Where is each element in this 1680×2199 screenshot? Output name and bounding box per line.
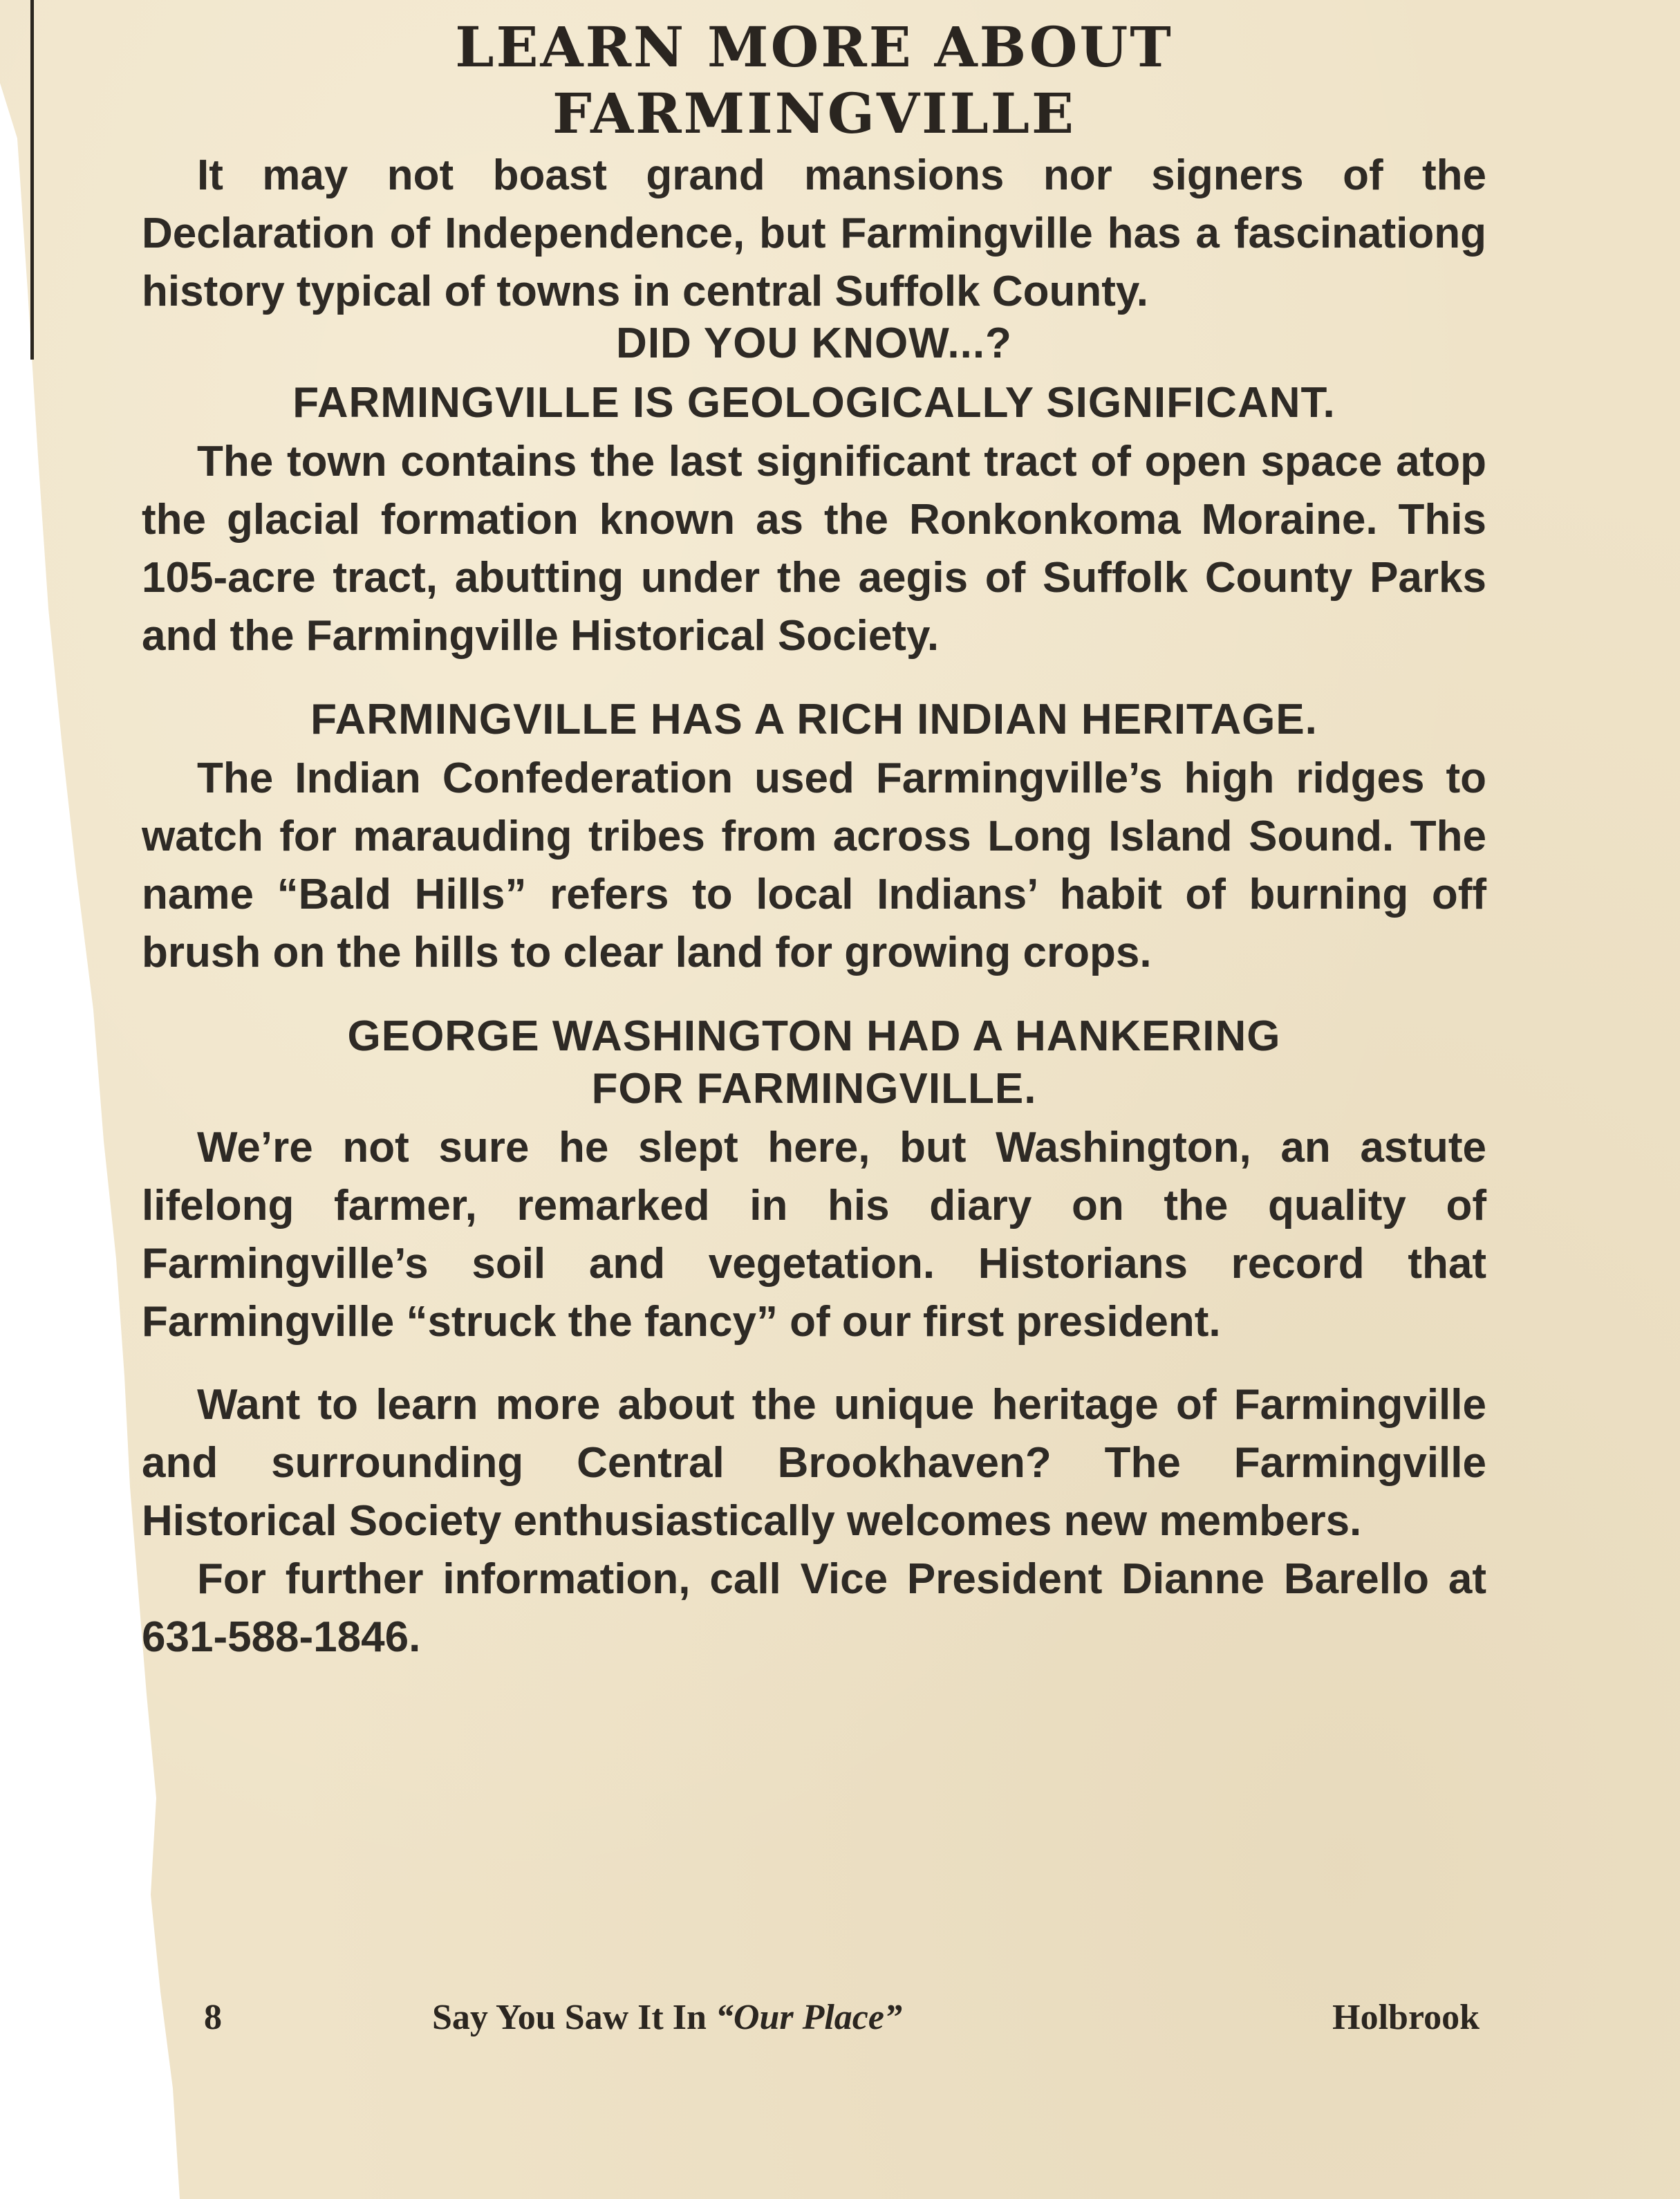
intro-paragraph: It may not boast grand mansions nor signers of the Declaration of Independence, but Farmingville has a fascinationg history typical of towns in central Suffolk County. [142, 151, 1486, 315]
footer-tagline [432, 1997, 902, 2038]
headline-line-1: LEARN MORE ABOUT [455, 15, 1173, 80]
article [142, 14, 1486, 1667]
contact-paragraph: For further information, call Vice President Dianne Barello at 631-588-1846. [142, 1555, 1486, 1661]
section-body-indian-heritage: The Indian Confederation used Farmingville’s high ridges to watch for marauding tribes from across Long Island Sound. The name “Bald Hills” refers to local Indians’ habit of burning off brush on the hills to clear land for growing crops. [142, 754, 1486, 976]
tagline-prefix: Say You Saw It In [432, 1998, 716, 2037]
section-body-geology: The town contains the last significant tract of open space atop the glacial formation known as the Ronkonkoma Moraine. This 105-acre tract, abutting under the aegis of Suffolk County Parks and the Farmingville Historical Society. [142, 438, 1486, 660]
column-rule [30, 0, 34, 360]
page-number: 8 [204, 1998, 222, 2037]
section-heading-washington-line-2: FOR FARMINGVILLE. [591, 1065, 1037, 1113]
page-footer [204, 1997, 1480, 2052]
section-heading-washington-line-1: GEORGE WASHINGTON HAD A HANKERING [347, 1012, 1281, 1060]
section-heading-geology: FARMINGVILLE IS GEOLOGICALLY SIGNIFICANT. [292, 379, 1336, 427]
closing-paragraph: Want to learn more about the unique heritage of Farmingville and surrounding Central Brookhaven? The Farmingville Historical Society enthusiastically welcomes new members. [142, 1381, 1486, 1545]
section-heading-indian-heritage: FARMINGVILLE HAS A RICH INDIAN HERITAGE. [310, 696, 1318, 743]
section-body-washington: We’re not sure he slept here, but Washington, an astute lifelong farmer, remarked in his diary on the quality of Farmingville’s soil and vegetation. Historians record that Farmingville “struck the fancy” of our first president. [142, 1124, 1486, 1346]
footer-town: Holbrook [1332, 1998, 1480, 2037]
did-you-know-heading: DID YOU KNOW...? [616, 319, 1012, 367]
publication-name: “Our Place” [715, 1998, 902, 2037]
headline-line-2: FARMINGVILLE [552, 81, 1076, 146]
